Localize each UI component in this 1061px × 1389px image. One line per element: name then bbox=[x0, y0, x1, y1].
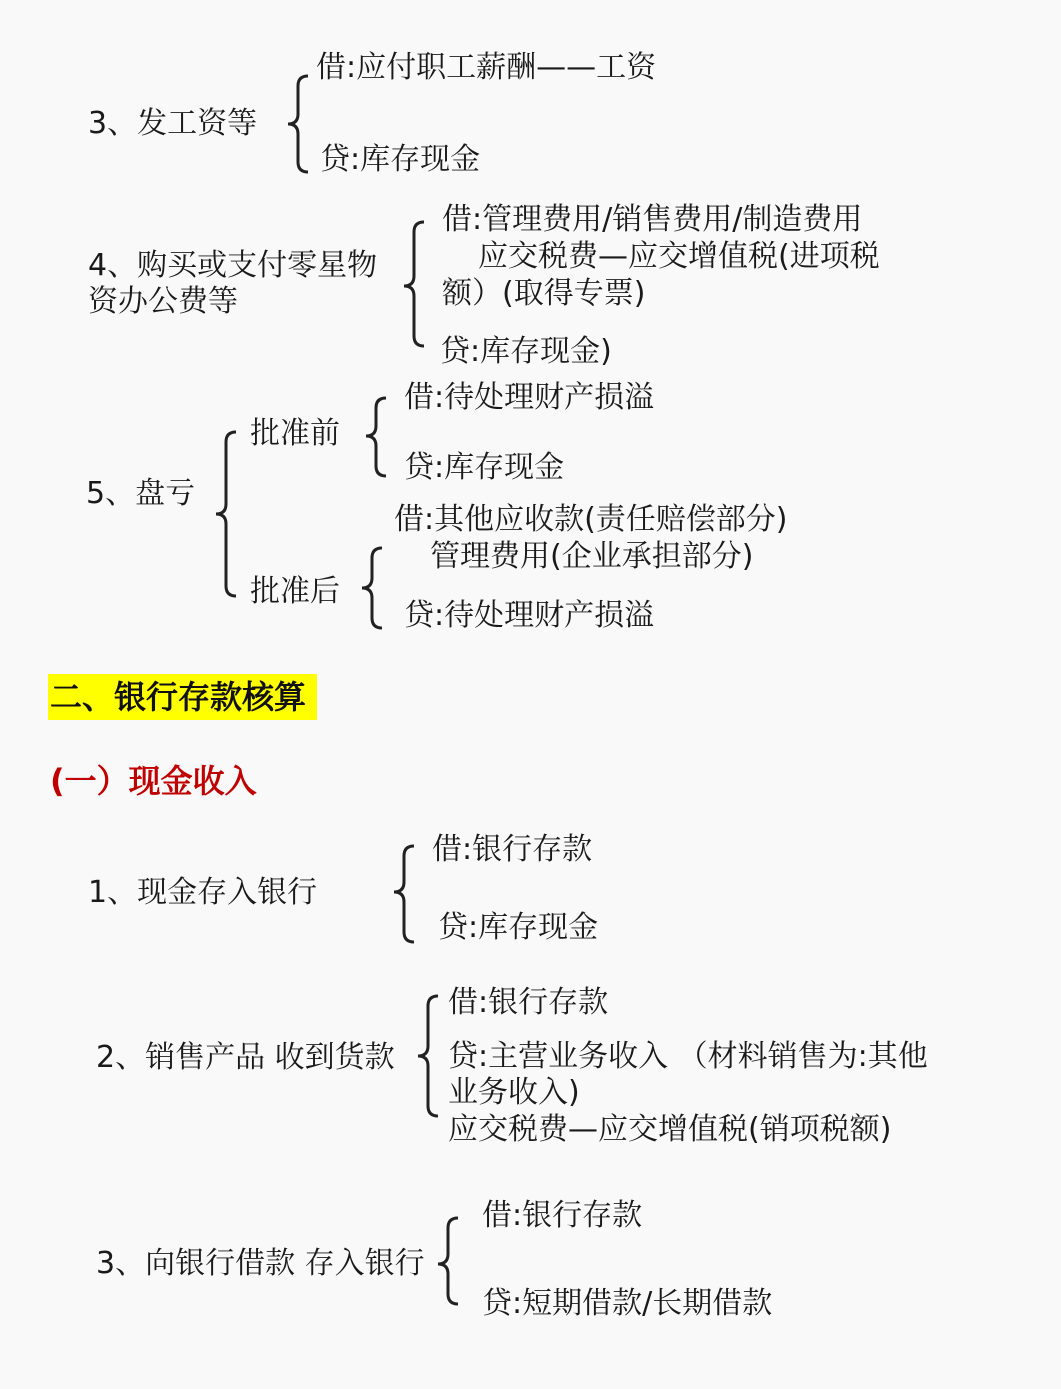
pay-wages-debit: 借:应付职工薪酬——工资 bbox=[316, 50, 657, 85]
purchase-label-line2: 资办公费等 bbox=[88, 284, 238, 319]
brace-purchase bbox=[404, 222, 424, 346]
brace-sales bbox=[418, 996, 438, 1116]
sales-debit: 借:银行存款 bbox=[448, 985, 609, 1020]
shortage-after-label: 批准后 bbox=[250, 574, 340, 609]
purchase-credit: 贷:库存现金) bbox=[440, 334, 612, 369]
section-title: 二、银行存款核算 bbox=[50, 678, 307, 716]
bank-loan-credit: 贷:短期借款/长期借款 bbox=[482, 1286, 773, 1321]
section-subtitle: (一）现金收入 bbox=[50, 762, 257, 800]
sales-label: 2、销售产品 收到货款 bbox=[96, 1040, 395, 1075]
pay-wages-credit: 贷:库存现金 bbox=[320, 142, 481, 177]
shortage-after-debit-line1: 借:其他应收款(责任赔偿部分) bbox=[394, 502, 788, 537]
shortage-label: 5、盘亏 bbox=[86, 476, 196, 511]
brace-shortage bbox=[216, 432, 236, 596]
deposit-cash-debit: 借:银行存款 bbox=[432, 832, 593, 867]
brace-after bbox=[362, 548, 382, 628]
purchase-debit-line1: 借:管理费用/销售费用/制造费用 bbox=[442, 202, 863, 237]
shortage-before-debit: 借:待处理财产损溢 bbox=[404, 380, 655, 415]
purchase-label-line1: 4、购买或支付零星物 bbox=[88, 248, 378, 283]
bank-loan-debit: 借:银行存款 bbox=[482, 1198, 643, 1233]
bank-loan-label: 3、向银行借款 存入银行 bbox=[96, 1246, 425, 1281]
shortage-after-credit: 贷:待处理财产损溢 bbox=[404, 598, 655, 633]
shortage-before-credit: 贷:库存现金 bbox=[404, 450, 565, 485]
brace-before bbox=[366, 398, 386, 476]
brace-deposit bbox=[394, 846, 414, 942]
pay-wages-label: 3、发工资等 bbox=[88, 106, 258, 141]
purchase-debit-line3: 额）(取得专票) bbox=[442, 276, 646, 311]
deposit-cash-credit: 贷:库存现金 bbox=[438, 910, 599, 945]
deposit-cash-label: 1、现金存入银行 bbox=[88, 875, 318, 910]
purchase-debit-line2: 应交税费—应交增值税(进项税 bbox=[478, 239, 880, 274]
sales-credit-line3: 应交税费—应交增值税(销项税额) bbox=[448, 1112, 892, 1147]
brace-pay-wages bbox=[288, 76, 308, 172]
shortage-after-debit-line2: 管理费用(企业承担部分) bbox=[430, 539, 754, 574]
sales-credit-line2: 业务收入) bbox=[448, 1075, 580, 1110]
shortage-before-label: 批准前 bbox=[250, 416, 340, 451]
brace-loan bbox=[438, 1218, 458, 1304]
sales-credit-line1: 贷:主营业务收入 （材料销售为:其他 bbox=[448, 1039, 928, 1074]
